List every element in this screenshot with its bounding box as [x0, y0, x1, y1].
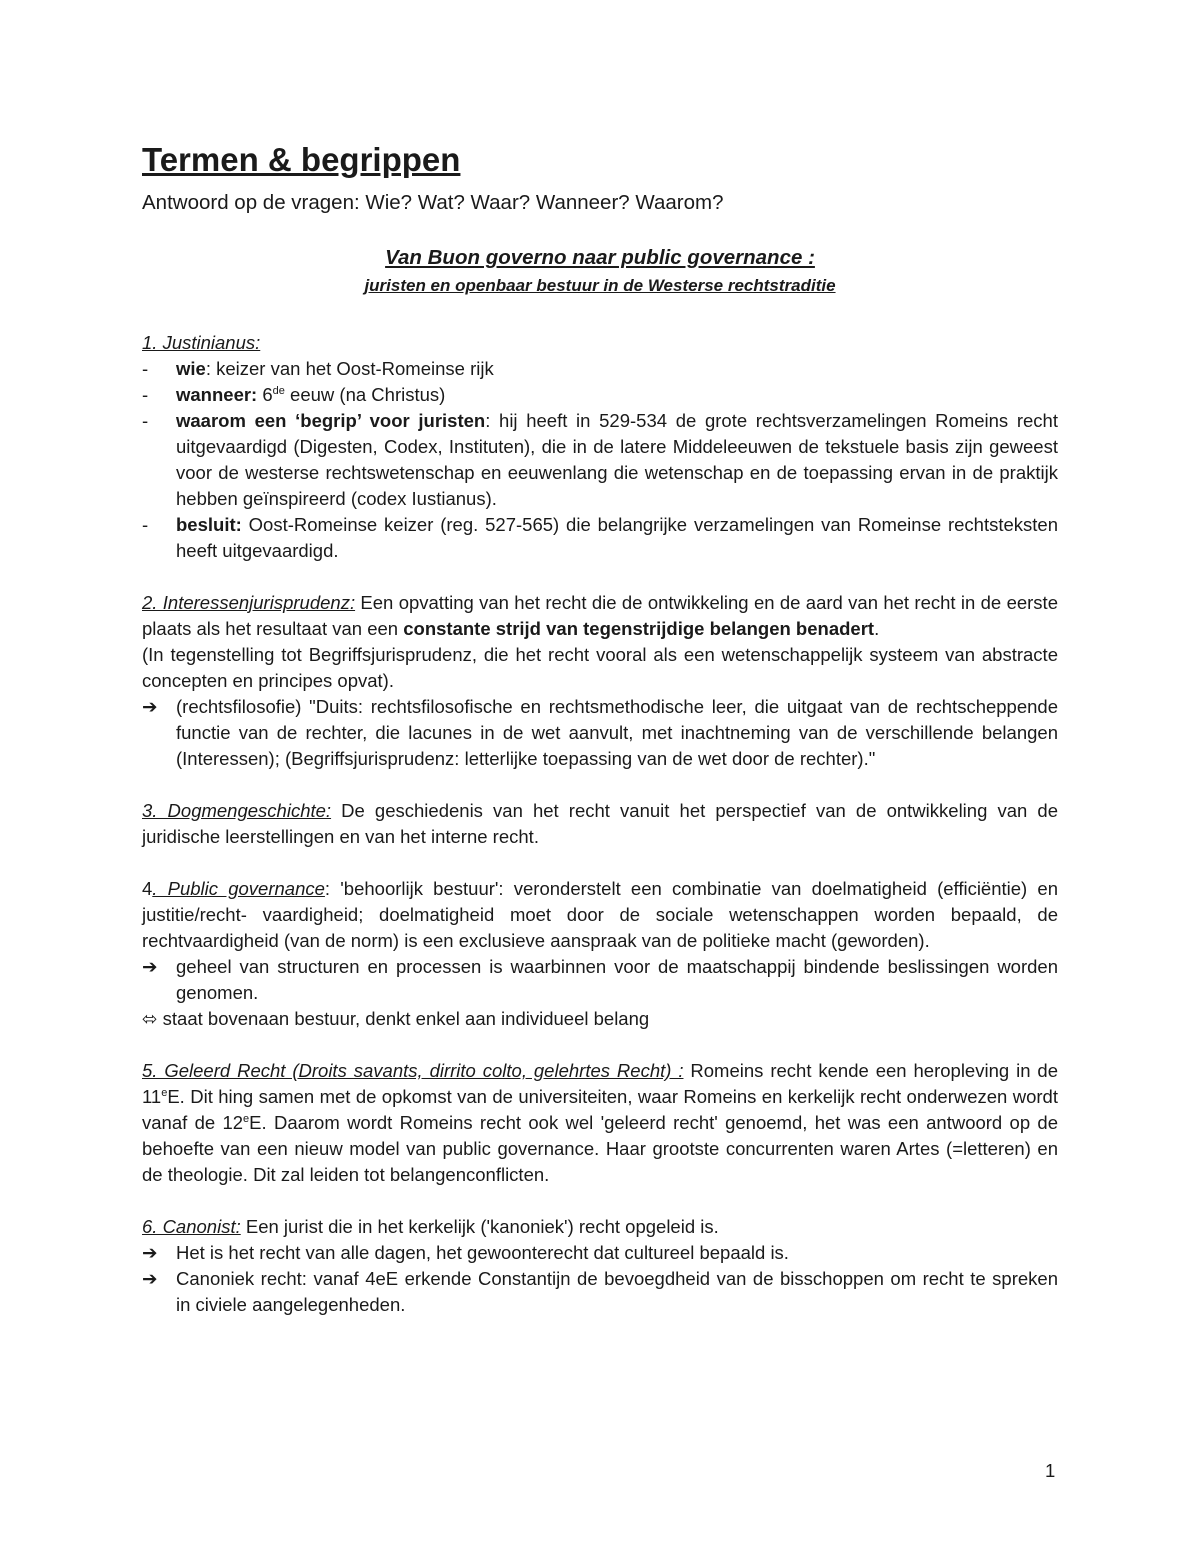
term-heading: . Public governance	[152, 878, 325, 899]
term-heading: 3. Dogmengeschichte:	[142, 800, 332, 821]
term-number: 4	[142, 878, 153, 899]
label-waarom: waarom een ‘begrip’ voor juristen	[176, 410, 486, 431]
double-arrow-text: staat bovenaan bestuur, denkt enkel aan individueel belang	[157, 1008, 650, 1029]
list-item	[142, 408, 1058, 512]
superscript: e	[243, 1112, 250, 1125]
document-page	[142, 138, 1058, 1318]
section-subheading: juristen en openbaar bestuur in de Westerse rechtstraditie	[364, 276, 836, 295]
term-justinianus	[142, 330, 1058, 564]
arrow-item-text: Het is het recht van alle dagen, het gewoonterecht dat cultureel bepaald is.	[176, 1242, 789, 1263]
arrow-right-icon: ➔	[142, 1242, 158, 1263]
arrow-right-icon: ➔	[142, 696, 158, 717]
term-public-governance	[142, 876, 1058, 1032]
term-text: Een opvatting van het recht die de ontwikkeling en de aard van het recht in de eerste plaats als het resultaat van een	[142, 592, 1058, 639]
term-dogmengeschichte	[142, 798, 1058, 850]
term-canonist	[142, 1214, 1058, 1318]
text-besluit: Oost-Romeinse keizer (reg. 527-565) die belangrijke verzamelingen van Romeinse rechtsteksten heeft uitgevaardigd.	[176, 514, 1058, 561]
page-title: Termen & begrippen	[142, 141, 461, 178]
text-wanneer-rest: eeuw (na Christus)	[284, 384, 446, 405]
term-text: De geschiedenis van het recht vanuit het perspectief van de ontwikkeling van de juridische leerstellingen en van het interne recht.	[142, 800, 1058, 847]
dash-bullet: -	[142, 410, 149, 431]
term-heading: 5. Geleerd Recht (Droits savants, dirrito colto, gelehrtes Recht) :	[142, 1060, 684, 1081]
arrow-right-icon: ➔	[142, 956, 158, 977]
term-geleerd-recht	[142, 1058, 1058, 1188]
term-text-end: .	[874, 618, 880, 639]
superscript: e	[161, 1086, 168, 1099]
term-bold-text: constante strijd van tegenstrijdige belangen benadert	[403, 618, 875, 639]
term-text-3: E. Daarom wordt Romeins recht ook wel 'geleerd recht' genoemd, het was een antwoord op de behoefte van een nieuw model van public governance. Haar grootste concurrenten waren Artes (=letteren) en de theologie. Dit zal leiden tot belangenconflicten.	[142, 1112, 1058, 1185]
term-text: Romeins recht kende een heropleving in de 11	[142, 1060, 1058, 1107]
arrow-item	[142, 1266, 1058, 1318]
double-arrow-icon: ⬄	[142, 1008, 158, 1029]
term-heading: 1. Justinianus:	[142, 332, 261, 353]
term-colon: :	[324, 878, 331, 899]
label-wanneer: wanneer:	[176, 384, 258, 405]
text-waarom: : hij heeft in 529-534 de grote rechtsverzamelingen Romeins recht uitgevaardigd (Digesten, Codex, Instituten), die in de latere Middeleeuwen de tekstuele basis zijn geweest voor de westerse rechtswetenschap en eeuwenlang die wetenschap en de toepassing ervan in de praktijk hebben geïnspireerd (codex Iustianus).	[176, 410, 1058, 509]
term-text: 'behoorlijk bestuur': veronderstelt een combinatie van doelmatigheid (efficiëntie) en justitie/recht- vaardigheid; doelmatigheid moet door de sociale wetenschappen worden bepaald, de rechtvaardigheid (van de norm) is een exclusieve aanspraak van de politieke macht (geworden).	[142, 878, 1058, 951]
superscript: de	[272, 384, 285, 397]
label-wie: wie	[176, 358, 206, 379]
page-number: 1	[1045, 1460, 1056, 1481]
term-text: Een jurist die in het kerkelijk ('kanoniek') recht opgeleid is.	[240, 1216, 719, 1237]
list-item	[142, 512, 1058, 564]
page-subtitle: Antwoord op de vragen: Wie? Wat? Waar? Wanneer? Waarom?	[142, 191, 724, 214]
list-item	[142, 382, 1058, 408]
term-note: (In tegenstelling tot Begriffsjurisprudenz, die het recht vooral als een wetenschappelijk systeem van abstracte concepten en principes opvat).	[142, 644, 1058, 691]
term-text-2: E. Dit hing samen met de opkomst van de universiteiten, waar Romeins en kerkelijk recht onderwezen wordt vanaf de 12	[142, 1086, 1058, 1133]
list-item	[142, 356, 1058, 382]
dash-bullet: -	[142, 514, 149, 535]
arrow-item	[142, 694, 1058, 772]
arrow-item-text: (rechtsfilosofie) "Duits: rechtsfilosofische en rechtsmethodische leer, die uitgaat van de rechtscheppende functie van de rechter, die lacunes in de wet aanvult, met inachtneming van de verschillende belangen (Interessen); (Begriffsjurisprudenz: letterlijke toepassing van de wet door de rechter)."	[176, 696, 1058, 769]
arrow-item	[142, 954, 1058, 1006]
label-besluit: besluit:	[176, 514, 242, 535]
section-heading: Van Buon governo naar public governance :	[385, 246, 815, 269]
text-wie: : keizer van het Oost-Romeinse rijk	[205, 358, 494, 379]
term-heading: 2. Interessenjurisprudenz:	[142, 592, 356, 613]
text-wanneer: 6	[257, 384, 273, 405]
term-interessenjurisprudenz	[142, 590, 1058, 772]
dash-bullet: -	[142, 384, 149, 405]
arrow-right-icon: ➔	[142, 1268, 158, 1289]
dash-bullet: -	[142, 358, 149, 379]
arrow-item-text: geheel van structuren en processen is waarbinnen voor de maatschappij bindende beslissingen worden genomen.	[176, 956, 1058, 1003]
arrow-item	[142, 1240, 1058, 1266]
arrow-item-text: Canoniek recht: vanaf 4eE erkende Constantijn de bevoegdheid van de bisschoppen om recht te spreken in civiele aangelegenheden.	[176, 1268, 1058, 1315]
term-heading: 6. Canonist:	[142, 1216, 241, 1237]
